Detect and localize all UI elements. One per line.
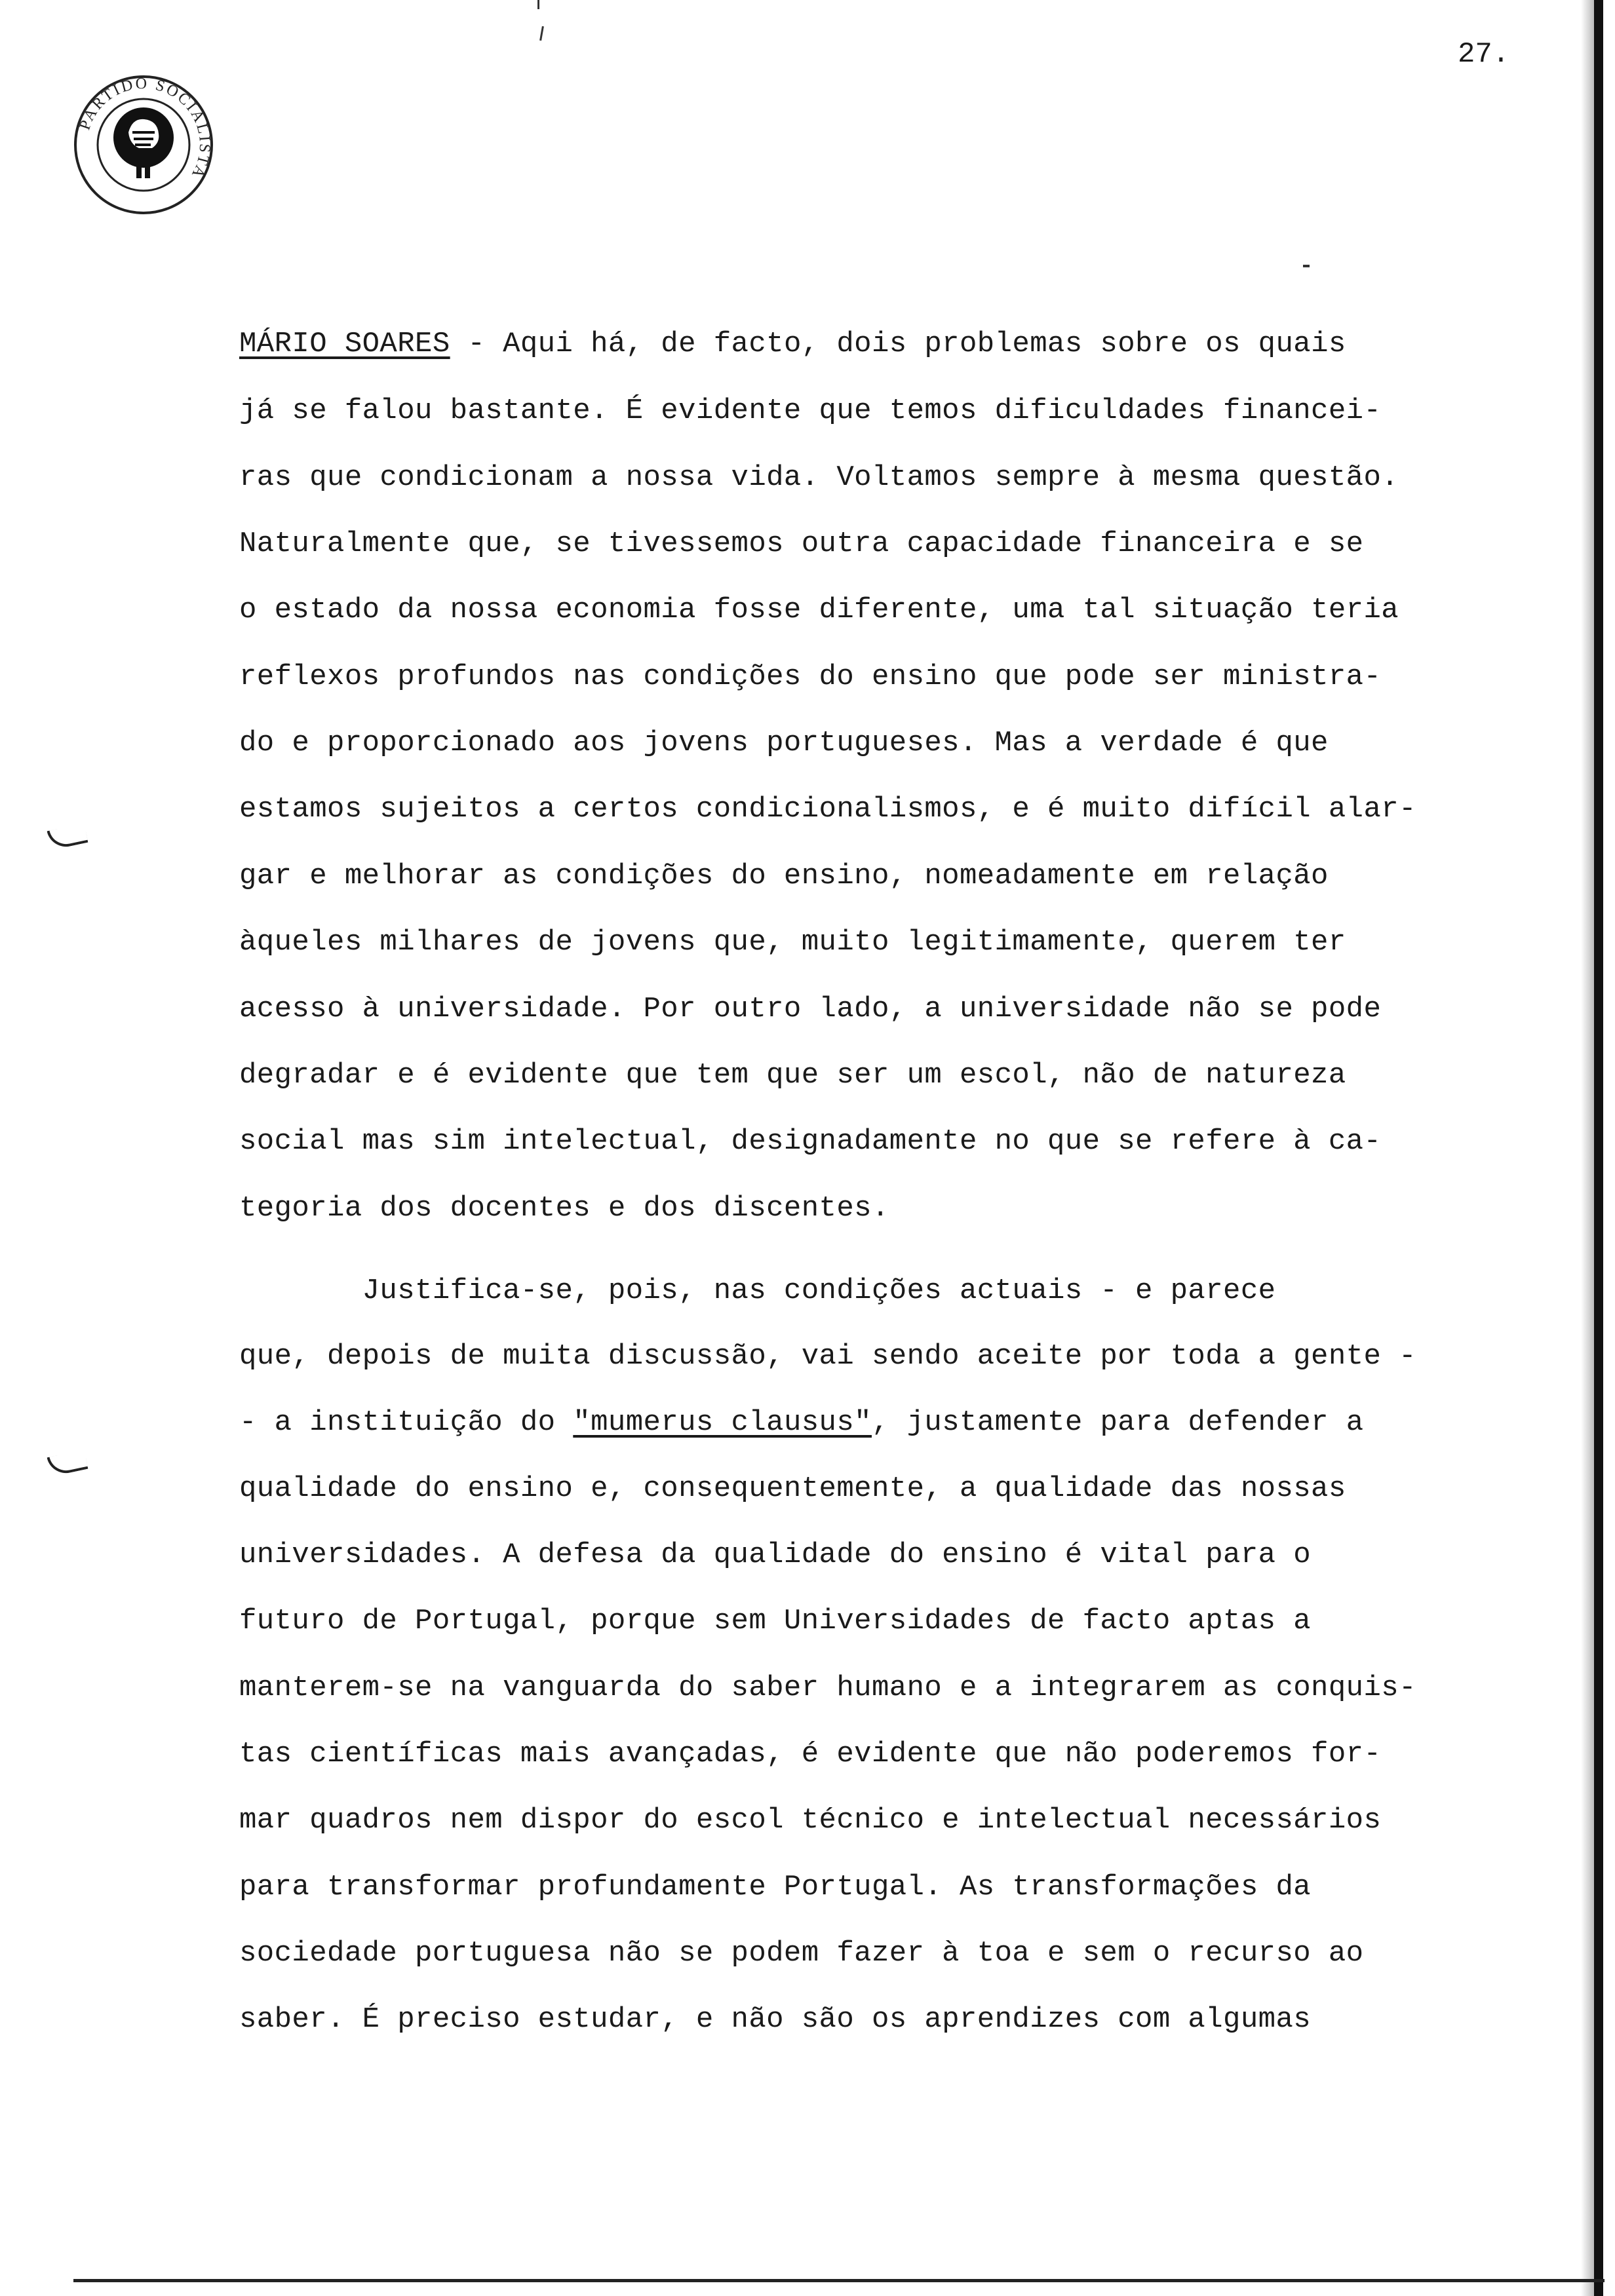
- speaker-name: MÁRIO SOARES: [239, 328, 450, 360]
- text-line: acesso à universidade. Por outro lado, a universidade não se pode: [239, 993, 1382, 1025]
- text-line: tas científicas mais avançadas, é evidente que não poderemos for-: [239, 1738, 1382, 1770]
- text-line: futuro de Portugal, porque sem Universidades de facto aptas a: [239, 1605, 1312, 1637]
- text-line: - a instituição do "mumerus clausus", justamente para defender a: [239, 1406, 1364, 1439]
- text-line: para transformar profundamente Portugal. As transformações da: [239, 1871, 1312, 1904]
- text-line: o estado da nossa economia fosse diferente, uma tal situação teria: [239, 594, 1399, 626]
- text-line: do e proporcionado aos jovens portugueses. Mas a verdade é que: [239, 727, 1329, 759]
- bottom-rule: [73, 2279, 1605, 2282]
- scan-edge: [1594, 0, 1603, 2296]
- text-line: degradar e é evidente que tem que ser um escol, não de natureza: [239, 1059, 1346, 1092]
- text-line: àqueles milhares de jovens que, muito legitimamente, querem ter: [239, 926, 1346, 959]
- logo-text: PARTIDO SOCIALISTA: [76, 75, 214, 182]
- scan-edge-shadow: [1581, 0, 1594, 2296]
- scan-mark: [47, 1449, 88, 1476]
- page-number: 27.: [1458, 38, 1510, 71]
- text-line: saber. É preciso estudar, e não são os aprendizes com algumas: [239, 2003, 1312, 2036]
- party-logo: [71, 72, 216, 218]
- scan-mark: [47, 823, 88, 850]
- text-line: ras que condicionam a nossa vida. Voltamos sempre à mesma questão.: [239, 461, 1399, 494]
- text-line: sociedade portuguesa não se podem fazer à toa e sem o recurso ao: [239, 1937, 1364, 1970]
- text-line: Naturalmente que, se tivessemos outra capacidade financeira e se: [239, 527, 1364, 560]
- text-line: já se falou bastante. É evidente que temos dificuldades financei-: [239, 394, 1382, 427]
- text-line: estamos sujeitos a certos condicionalismos, e é muito difícil alar-: [239, 793, 1416, 826]
- text-line: qualidade do ensino e, consequentemente, a qualidade das nossas: [239, 1472, 1346, 1505]
- text-line: gar e melhorar as condições do ensino, nomeadamente em relação: [239, 860, 1329, 892]
- latin-term: "mumerus clausus": [573, 1406, 872, 1439]
- text-line: mar quadros nem dispor do escol técnico e intelectual necessários: [239, 1804, 1382, 1837]
- fist-rose-emblem-icon: [113, 107, 174, 178]
- text-line: reflexos profundos nas condições do ensino que pode ser ministra-: [239, 660, 1382, 693]
- text-line: manterem-se na vanguarda do saber humano e a integrarem as conquis-: [239, 1672, 1416, 1704]
- text-line: universidades. A defesa da qualidade do ensino é vital para o: [239, 1539, 1312, 1571]
- text-line: MÁRIO SOARES - Aqui há, de facto, dois problemas sobre os quais: [239, 328, 1346, 360]
- text-line: tegoria dos docentes e dos discentes.: [239, 1192, 889, 1225]
- text-line: que, depois de muita discussão, vai sendo aceite por toda a gente -: [239, 1340, 1416, 1373]
- text-line: social mas sim intelectual, designadamente no que se refere à ca-: [239, 1125, 1382, 1158]
- text-line: Justifica-se, pois, nas condições actuais - e parece: [239, 1274, 1276, 1307]
